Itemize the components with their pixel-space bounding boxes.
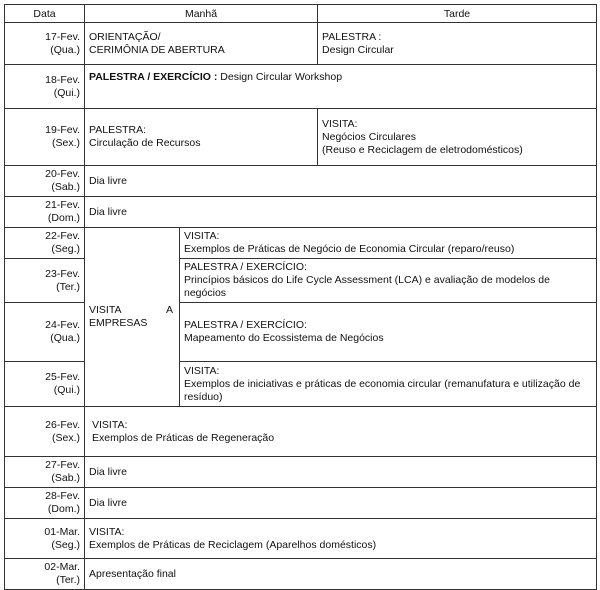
activity-desc: Dia livre: [89, 496, 127, 509]
afternoon-cell: [318, 109, 597, 166]
activity-desc: Circulação de Recursos: [89, 137, 201, 149]
morning-cell: [85, 109, 318, 166]
table-row: [5, 197, 597, 228]
date-cell: [5, 166, 85, 197]
date-text: 22-Fev.: [45, 230, 80, 242]
full-day-cell: [85, 488, 597, 519]
activity-desc: Exemplos de Práticas de Negócio de Economia Circular (reparo/reuso): [184, 243, 515, 255]
activity-title: PALESTRA / EXERCÍCIO:: [184, 319, 307, 331]
activity-title: ORIENTAÇÃO/: [89, 30, 161, 43]
table-row: [5, 407, 597, 457]
activity-desc: Exemplos de Práticas de Reciclagem (Aparelhos domésticos): [89, 538, 377, 551]
activity-desc: Princípios básicos do Life Cycle Assessment (LCA) e avaliação de modelos de negócios: [184, 274, 550, 299]
activity-desc: Exemplos de Práticas de Regeneração: [92, 431, 275, 444]
activity-desc-2: (Reuso e Reciclagem de eletrodomésticos): [322, 143, 523, 156]
activity-desc: Dia livre: [89, 465, 127, 478]
afternoon-cell: [180, 303, 597, 362]
weekday-text: (Ter.): [56, 574, 80, 586]
activity-title: PALESTRA :: [322, 30, 382, 43]
weekday-text: (Qui.): [53, 384, 80, 396]
header-morning: Manhã: [85, 5, 318, 23]
date-cell: [5, 559, 85, 590]
full-day-cell: [85, 457, 597, 488]
company-visit-word: EMPRESAS: [89, 317, 148, 329]
header-row: [5, 5, 597, 23]
table-row: [5, 109, 597, 166]
activity-title: VISITA:: [322, 117, 358, 130]
date-cell: [5, 488, 85, 519]
date-cell: [5, 259, 85, 303]
full-day-cell: [85, 197, 597, 228]
date-text: 18-Fev.: [45, 73, 80, 86]
full-day-cell: [85, 166, 597, 197]
date-text: 19-Fev.: [45, 124, 80, 136]
activity-desc: Dia livre: [89, 205, 127, 218]
date-cell: [5, 303, 85, 362]
table-row: [5, 519, 597, 559]
weekday-text: (Qua.): [50, 43, 80, 56]
afternoon-cell: [180, 259, 597, 303]
table-row: [5, 65, 597, 109]
table-row: [5, 559, 597, 590]
afternoon-cell: [180, 362, 597, 407]
date-cell: [5, 23, 85, 65]
activity-title: VISITA:: [184, 230, 220, 242]
date-text: 26-Fev.: [45, 418, 80, 431]
table-row: [5, 23, 597, 65]
header-date: Data: [5, 5, 85, 23]
activity-title: VISITA:: [89, 525, 125, 538]
table-row: [5, 488, 597, 519]
full-day-cell: [85, 65, 597, 109]
activity-desc: Apresentação final: [89, 567, 176, 580]
table-row: [5, 228, 597, 259]
activity-desc: Exemplos de iniciativas e práticas de economia circular (remanufatura e utilização de resíduo): [184, 377, 581, 403]
weekday-text: (Dom.): [47, 503, 80, 515]
weekday-text: (Ter.): [56, 280, 80, 293]
date-text: 02-Mar.: [44, 561, 80, 573]
activity-desc: Negócios Circulares: [322, 130, 416, 143]
date-text: 24-Fev.: [45, 319, 80, 331]
activity-desc: CERIMÔNIA DE ABERTURA: [89, 43, 225, 56]
activity-title: PALESTRA:: [89, 124, 146, 136]
date-cell: [5, 65, 85, 109]
activity-desc: Design Circular Workshop: [220, 71, 343, 83]
date-text: 23-Fev.: [45, 267, 80, 280]
weekday-text: (Seg.): [51, 538, 80, 551]
morning-cell: [85, 23, 318, 65]
full-day-cell: [85, 407, 597, 457]
table-row: [5, 166, 597, 197]
date-cell: [5, 407, 85, 457]
date-cell: [5, 109, 85, 166]
afternoon-cell: [180, 228, 597, 259]
afternoon-cell: [318, 23, 597, 65]
date-text: 28-Fev.: [45, 490, 80, 502]
weekday-text: (Sex.): [51, 137, 80, 149]
weekday-text: (Seg.): [51, 243, 80, 255]
weekday-text: (Sex.): [51, 431, 80, 444]
date-cell: [5, 519, 85, 559]
schedule-table: [4, 4, 597, 590]
activity-title: PALESTRA / EXERCÍCIO :: [89, 71, 218, 83]
date-cell: [5, 457, 85, 488]
company-visit-word: A: [165, 304, 173, 316]
company-visit-word: VISITA: [89, 304, 122, 316]
weekday-text: (Sab.): [51, 181, 80, 193]
activity-title: PALESTRA / EXERCÍCIO:: [184, 261, 307, 273]
date-text: 27-Fev.: [45, 459, 80, 471]
full-day-cell: [85, 559, 597, 590]
activity-desc: Dia livre: [89, 174, 127, 187]
date-text: 17-Fev.: [45, 30, 80, 43]
date-cell: [5, 228, 85, 259]
company-visit-cell: [85, 228, 180, 407]
weekday-text: (Sab.): [51, 472, 80, 484]
date-text: 20-Fev.: [45, 168, 80, 180]
activity-desc: Design Circular: [322, 43, 394, 56]
date-text: 21-Fev.: [45, 199, 80, 211]
date-text: 01-Mar.: [44, 525, 80, 538]
activity-title: VISITA:: [184, 364, 220, 377]
date-text: 25-Fev.: [45, 371, 80, 383]
activity-desc: Mapeamento do Ecossistema de Negócios: [184, 332, 384, 344]
date-cell: [5, 197, 85, 228]
table-row: [5, 457, 597, 488]
weekday-text: (Qui.): [53, 86, 80, 99]
header-afternoon: Tarde: [318, 5, 597, 23]
weekday-text: (Qua.): [50, 332, 80, 344]
date-cell: [5, 362, 85, 407]
weekday-text: (Dom.): [47, 212, 80, 224]
full-day-cell: [85, 519, 597, 559]
activity-title: VISITA:: [92, 418, 128, 431]
